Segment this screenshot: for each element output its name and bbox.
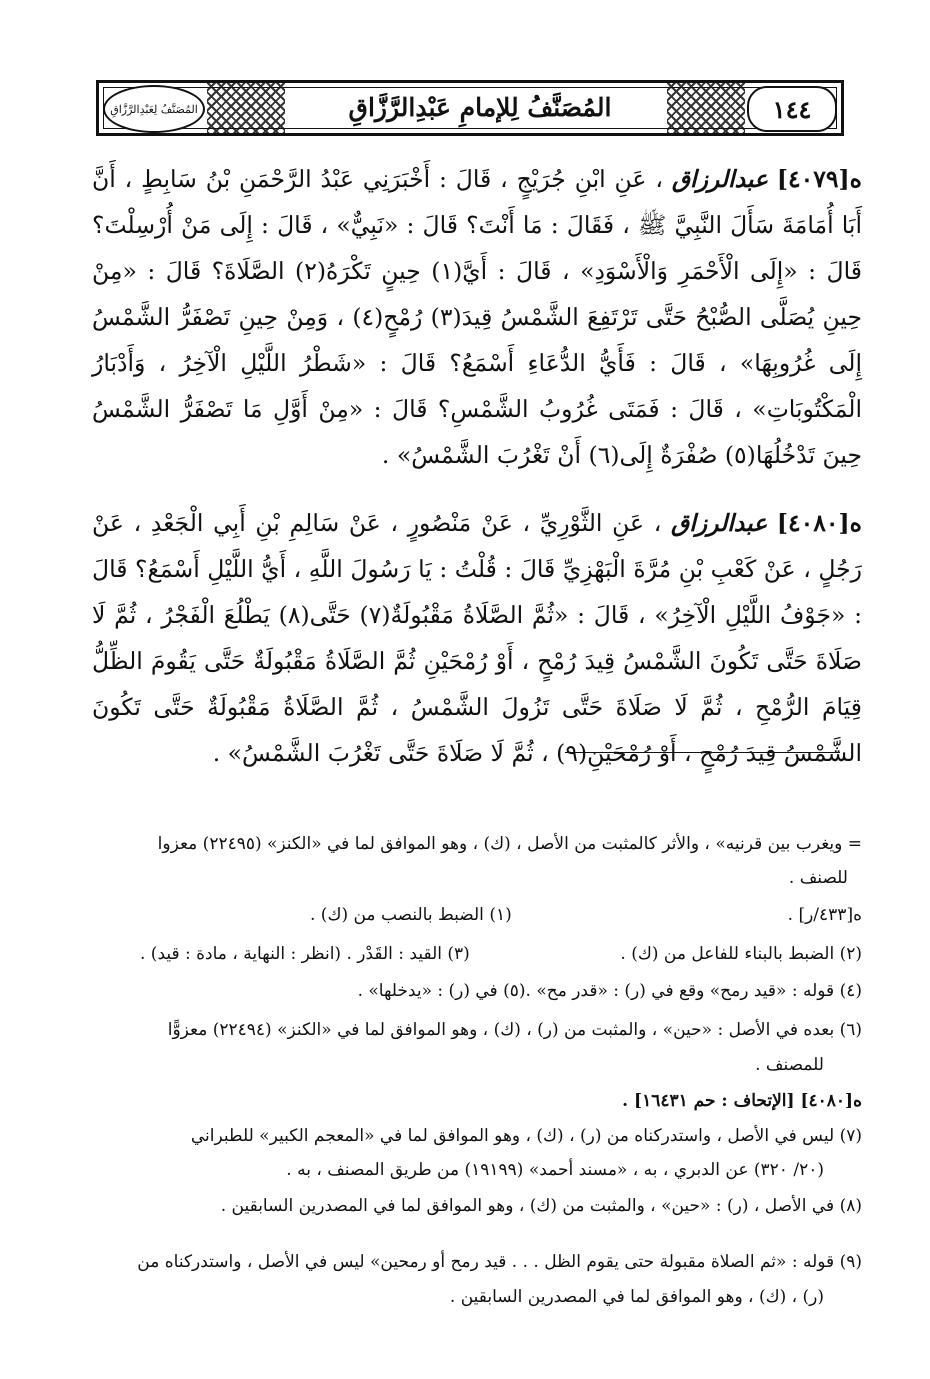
- footnote-3: (٣) القيد : القَدْر . (انظر : النهاية ، مادة : قيد) .: [140, 944, 470, 964]
- footnote-separator: [565, 752, 840, 753]
- footnote-ref-4079: ه[٤٣٣/ر] .: [787, 905, 862, 925]
- footnote-carry-line: للصنف .: [788, 868, 848, 888]
- hadith-text: ، عَنِ الثَّوْرِيِّ ، عَنْ مَنْصُورٍ ، عَنْ سَالِمِ بْنِ أَبِي الْجَعْدِ ، عَنْ رَجُلٍ ، عَنْ كَعْبِ بْنِ مُرَّةَ الْبَهْزِيِّ قَالَ : قُلْتُ : يَا رَسُولَ اللَّهِ ، أَيُّ اللَّيْلِ أَسْمَعُ؟ قَالَ : «جَوْفُ اللَّيْلِ الْآخِرُ» ، قَالَ : «ثُمَّ الصَّلَاةُ مَقْبُولَةٌ(٧) حَتَّى(٨) يَطْلُعَ الْفَجْرُ ، ثُمَّ لَا صَلَاةَ حَتَّى تَكُونَ الشَّمْسُ قِيدَ رُمْحٍ ، أَوْ رُمْحَيْنِ ثُمَّ الصَّلَاةُ مَقْبُولَةٌ حَتَّى يَقُومَ الظِّلُّ قِيَامَ الرُّمْحِ ، ثُمَّ لَا صَلَاةَ حَتَّى تَزُولَ الشَّمْسُ ، ثُمَّ الصَّلَاةُ مَقْبُولَةٌ حَتَّى تَكُونَ الشَّمْسُ قِيدَ رُمْحٍ ، أَوْ رُمْحَيْنِ(٩) ، ثُمَّ لَا صَلَاةَ حَتَّى تَغْرُبَ الشَّمْسُ» .: [92, 509, 862, 767]
- footnote-6: (٦) بعده في الأصل : «حين» ، والمثبت من (ر) ، (ك) ، وهو الموافق لما في «الكنز» (٢٢٤٩٤) معزوًّا: [167, 1020, 862, 1040]
- hadith-paragraph: [92, 500, 862, 776]
- footnote-9-cont: (ر) ، (ك) ، وهو الموافق لما في المصدرين السابقين .: [449, 1287, 824, 1307]
- narrator-author: عبدالرزاق: [671, 509, 768, 537]
- hadith-4080: [92, 500, 862, 776]
- footnote-7-cont: (٢٠/ ٣٢٠) عن الدبري ، به ، «مسند أحمد» (١٩١٩٩) من طريق المصنف ، به .: [286, 1160, 824, 1180]
- footnote-7: (٧) ليس في الأصل ، واستدركناه من (ر) ، (ك) ، وهو الموافق لما في «المعجم الكبير» للطبراني: [190, 1126, 862, 1146]
- ornament-left: [207, 83, 285, 133]
- narrator-author: عبدالرزاق: [671, 165, 769, 193]
- footnote-row: [100, 901, 862, 929]
- footnote-5: (٥) في (ر) : «يدخلها» .: [357, 981, 526, 1001]
- hadith-text: ، عَنِ ابْنِ جُرَيْجٍ ، قَالَ : أَخْبَرَنِي عَبْدُ الرَّحْمَنِ بْنُ سَابِطٍ ، أَنَّ أَبَا أُمَامَةَ سَأَلَ النَّبِيَّ ﷺ ، فَقَالَ : مَا أَنْتَ؟ قَالَ : «نَبِيٌّ» ، قَالَ : إِلَى مَنْ أُرْسِلْتَ؟ قَالَ : «إِلَى الْأَحْمَرِ وَالْأَسْوَدِ» ، قَالَ : أَيَّ(١) حِينٍ تَكْرَهُ(٢) الصَّلَاةَ؟ قَالَ : «مِنْ حِينِ يُصَلَّى الصُّبْحُ حَتَّى تَرْتَفِعَ الشَّمْسُ قِيدَ(٣) رُمْحٍ(٤) ، وَمِنْ حِينِ تَصْفَرُّ الشَّمْسُ إِلَى غُرُوبِهَا» ، قَالَ : فَأَيُّ الدُّعَاءِ أَسْمَعُ؟ قَالَ : «شَطْرُ اللَّيْلِ الْآخِرُ ، وَأَدْبَارُ الْمَكْتُوبَاتِ» ، قَالَ : فَمَتَى غُرُوبُ الشَّمْسِ؟ قَالَ : «مِنْ أَوَّلِ مَا تَصْفَرُّ الشَّمْسُ حِينَ تَدْخُلُهَا(٥) صُفْرَةٌ إِلَى(٦) أَنْ تَغْرُبَ الشَّمْسُ» .: [92, 165, 862, 469]
- footnotes-continued: [100, 1228, 862, 1328]
- hadith-number: ه[٤٠٨٠]: [776, 509, 862, 537]
- page-header: [96, 80, 844, 136]
- footnote-6-cont: للمصنف .: [755, 1055, 824, 1075]
- running-title: المُصَنَّفُ لِلإمامِ عَبْدِالرَّزَّاقِ: [348, 92, 612, 122]
- footnote-row: [100, 977, 862, 1005]
- footnote-ref-4080: ه[٤٠٨٠] [الإتحاف : حم ١٦٤٣١] .: [622, 1091, 862, 1111]
- hadith-paragraph: [92, 156, 862, 478]
- footnotes: [100, 830, 862, 1250]
- publisher-seal: المُصَنَّفُ لِعَبْدِالرَّزَّاقِ: [103, 85, 205, 133]
- page-number: ١٤٤: [747, 86, 837, 132]
- footnote-9: (٩) قوله : «ثم الصلاة مقبولة حتى يقوم الظل . . . قيد رمح أو رمحين» ليس في الأصل ، واستدركناه من: [137, 1252, 862, 1272]
- footnote-8: (٨) في الأصل ، (ر) : «حين» ، والمثبت من (ك) ، وهو الموافق لما في المصدرين السابقين .: [220, 1196, 862, 1216]
- hadith-number: ه[٤٠٧٩]: [776, 165, 862, 193]
- hadith-4079: [92, 156, 862, 478]
- ornament-right: [667, 83, 745, 133]
- footnote-2: (٢) الضبط بالبناء للفاعل من (ك) .: [620, 944, 862, 964]
- footnote-carry-line: = ويغرب بين قرنيه» ، والأثر كالمثبت من الأصل ، (ك) ، وهو الموافق لما في «الكنز» (٢٢٤٩٥) معزوا: [157, 834, 862, 854]
- footnote-row: [100, 940, 862, 968]
- footnote-4: (٤) قوله : «قيد رمح» وقع في (ر) : «قدر مح» .: [525, 981, 862, 1001]
- footnote-1: (١) الضبط بالنصب من (ك) .: [310, 905, 512, 925]
